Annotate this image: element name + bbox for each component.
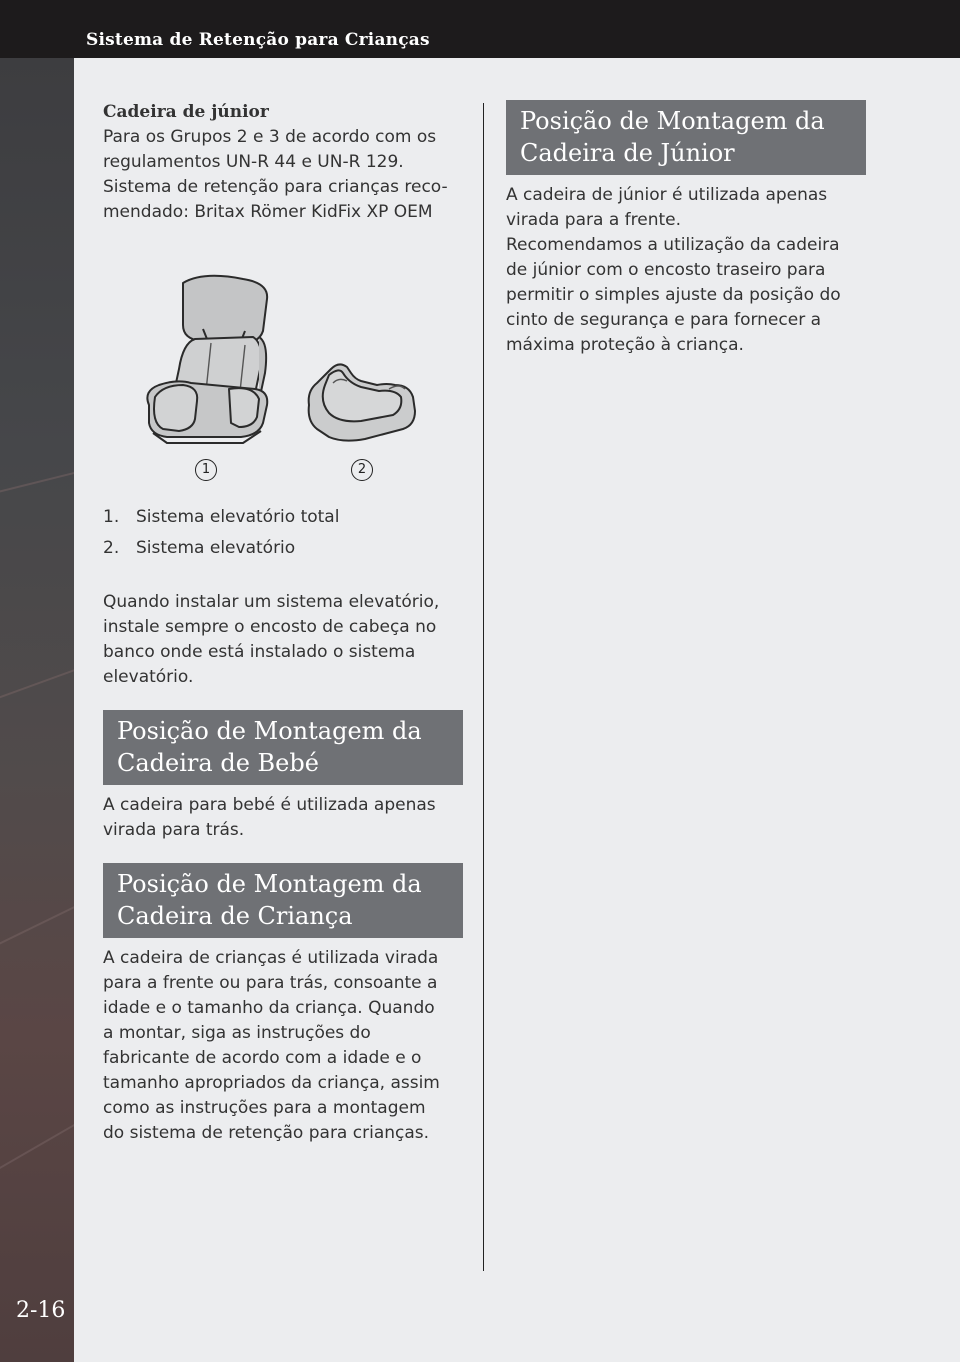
legend-item xyxy=(103,536,463,561)
legend-text: Sistema elevatório total xyxy=(136,507,340,527)
baby-seat-heading xyxy=(103,710,463,785)
heading-line: Cadeira de Bebé xyxy=(117,749,319,777)
text-line: para a frente ou para trás, consoante a xyxy=(103,973,438,993)
legend-number: 1. xyxy=(103,507,120,527)
page-number: 2-16 xyxy=(16,1298,66,1323)
text-line: A cadeira para bebé é utilizada apenas xyxy=(103,795,436,815)
left-column xyxy=(103,100,463,1146)
text-line: tamanho apropriados da criança, assim xyxy=(103,1073,440,1093)
heading-line: Cadeira de Criança xyxy=(117,902,353,930)
heading-line: Cadeira de Júnior xyxy=(520,139,735,167)
text-line: elevatório. xyxy=(103,667,194,687)
text-line: cinto de segurança e para fornecer a xyxy=(506,310,822,330)
callout-1: 1 xyxy=(195,459,217,481)
figure-legend xyxy=(103,505,463,561)
child-seat-heading xyxy=(103,863,463,938)
text-line: a montar, siga as instruções do xyxy=(103,1023,371,1043)
junior-title: Cadeira de júnior xyxy=(103,102,269,122)
heading-line: Posição de Montagem da xyxy=(520,107,825,135)
text-line: permitir o simples ajuste da posição do xyxy=(506,285,841,305)
text-line: Quando instalar um sistema elevatório, xyxy=(103,592,440,612)
booster-cushion-icon xyxy=(309,364,415,440)
section-title: Sistema de Retenção para Crianças xyxy=(86,30,430,50)
text-line: banco onde está instalado o sistema xyxy=(103,642,416,662)
baby-seat-text xyxy=(103,793,463,843)
text-line: idade e o tamanho da criança. Quando xyxy=(103,998,435,1018)
legend-text: Sistema elevatório xyxy=(136,538,296,558)
full-booster-seat-icon xyxy=(147,276,267,443)
text-line: Recomendamos a utilização da cadeira xyxy=(506,235,840,255)
right-column xyxy=(506,100,866,358)
legend-number: 2. xyxy=(103,538,120,558)
callout-2: 2 xyxy=(351,459,373,481)
header-bar xyxy=(0,0,960,58)
text-line: fabricante de acordo com a idade e o xyxy=(103,1048,422,1068)
text-line: regulamentos UN-R 44 e UN-R 129. xyxy=(103,152,404,172)
text-line: virada para a frente. xyxy=(506,210,682,230)
text-line: mendado: Britax Römer KidFix XP OEM xyxy=(103,202,433,222)
text-line: como as instruções para a montagem xyxy=(103,1098,426,1118)
column-divider xyxy=(483,103,484,1271)
text-line: A cadeira de júnior é utilizada apenas xyxy=(506,185,828,205)
text-line: virada para trás. xyxy=(103,820,245,840)
legend-item xyxy=(103,505,463,530)
heading-line: Posição de Montagem da xyxy=(117,717,422,745)
junior-seat-heading xyxy=(506,100,866,175)
child-seat-text xyxy=(103,946,463,1146)
text-line: instale sempre o encosto de cabeça no xyxy=(103,617,437,637)
heading-line: Posição de Montagem da xyxy=(117,870,422,898)
booster-note xyxy=(103,590,463,690)
text-line: A cadeira de crianças é utilizada virada xyxy=(103,948,439,968)
booster-seats-figure xyxy=(103,273,463,487)
text-line: Sistema de retenção para crianças reco- xyxy=(103,177,448,197)
text-line: do sistema de retenção para crianças. xyxy=(103,1123,430,1143)
text-line: Para os Grupos 2 e 3 de acordo com os xyxy=(103,127,437,147)
junior-text xyxy=(103,125,463,225)
booster-seats-illustration xyxy=(103,273,463,487)
text-line: máxima proteção à criança. xyxy=(506,335,744,355)
sidebar-seat-photo xyxy=(0,58,74,1362)
text-line: de júnior com o encosto traseiro para xyxy=(506,260,826,280)
junior-seat-text xyxy=(506,183,866,358)
